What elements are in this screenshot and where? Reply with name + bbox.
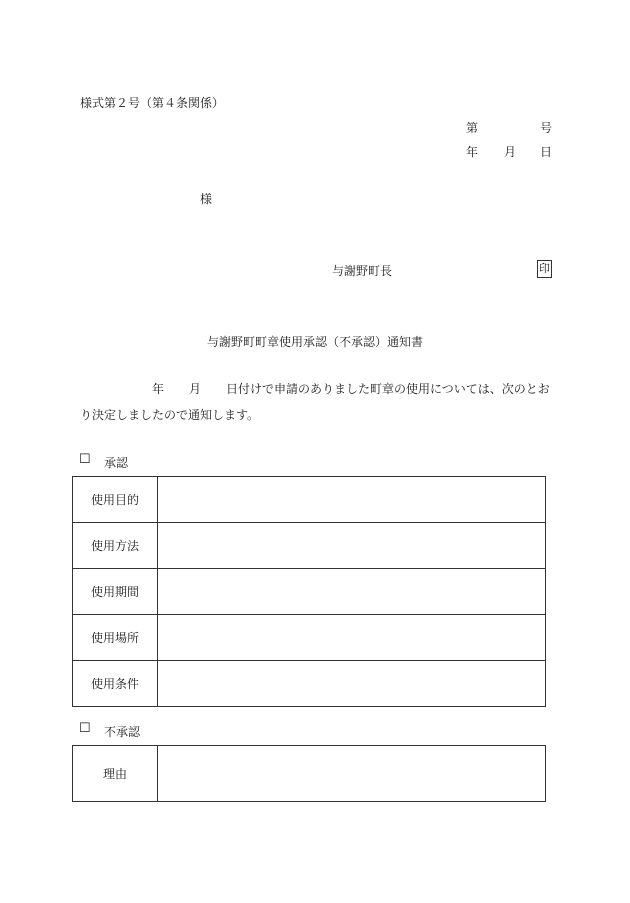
row-label: 使用期間 <box>73 569 158 615</box>
table-row <box>73 569 546 615</box>
approval-label: 承認 <box>104 456 129 470</box>
body-year-label: 年 <box>152 382 165 396</box>
table-row <box>73 523 546 569</box>
document-title: 与謝野町町章使用承認（不承認）通知書 <box>206 335 423 349</box>
rejection-checkbox[interactable]: ☐ <box>79 721 91 736</box>
row-value[interactable] <box>158 569 546 615</box>
rejection-label: 不承認 <box>104 725 141 739</box>
approval-checkbox[interactable]: ☐ <box>79 452 91 467</box>
row-value[interactable] <box>158 661 546 707</box>
body-text-line2: り決定しましたので通知します。 <box>80 408 260 422</box>
row-value[interactable] <box>158 523 546 569</box>
row-label: 使用条件 <box>73 661 158 707</box>
form-number: 様式第２号（第４条関係） <box>80 96 225 110</box>
seal-mark: 印 <box>537 260 552 278</box>
date-day-label: 日 <box>540 145 553 159</box>
table-row <box>73 477 546 523</box>
row-value[interactable] <box>158 746 546 802</box>
row-label: 使用場所 <box>73 615 158 661</box>
addressee-suffix: 様 <box>200 192 213 206</box>
date-year-label: 年 <box>466 145 479 159</box>
row-label: 使用方法 <box>73 523 158 569</box>
approval-table <box>72 476 546 707</box>
row-value[interactable] <box>158 615 546 661</box>
body-month-label: 月 <box>189 382 202 396</box>
table-row <box>73 661 546 707</box>
row-label: 使用目的 <box>73 477 158 523</box>
row-label: 理由 <box>73 746 158 802</box>
document-number-prefix: 第 <box>466 121 479 135</box>
table-row <box>73 746 546 802</box>
rejection-table <box>72 745 546 802</box>
document-number-suffix: 号 <box>540 121 553 135</box>
table-row <box>73 615 546 661</box>
date-month-label: 月 <box>504 145 517 159</box>
body-text-line1: 日付けで申請のありました町章の使用については、次のとお <box>226 382 550 396</box>
issuer-name: 与謝野町長 <box>332 264 393 278</box>
row-value[interactable] <box>158 477 546 523</box>
